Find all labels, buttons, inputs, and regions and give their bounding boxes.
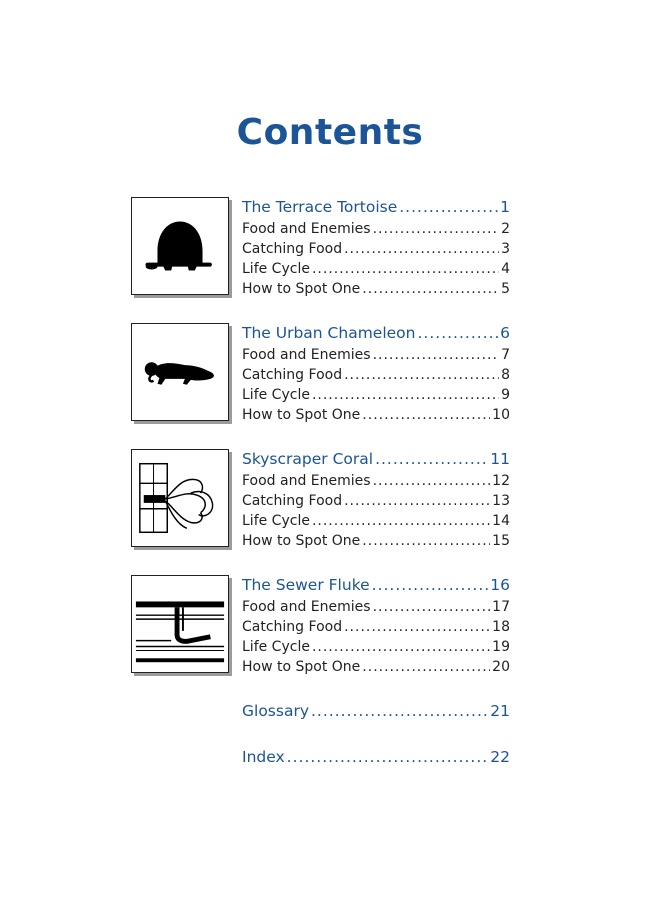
- toc-heading-index[interactable]: Index ..... 22: [242, 746, 510, 768]
- toc-item[interactable]: Catching Food ..... 8: [242, 365, 510, 385]
- toc-item[interactable]: Life Cycle ..... 4: [242, 259, 510, 279]
- toc-item[interactable]: How to Spot One ..... 15: [242, 531, 510, 551]
- toc-heading-coral[interactable]: Skyscraper Coral ..... 11: [242, 448, 510, 470]
- toc-heading-tortoise[interactable]: The Terrace Tortoise ..... 1: [242, 196, 510, 218]
- toc-item[interactable]: Food and Enemies ..... 12: [242, 471, 510, 491]
- toc-item[interactable]: Catching Food ..... 3: [242, 239, 510, 259]
- coral-window-icon: [131, 449, 229, 547]
- toc-glossary: [242, 700, 510, 723]
- toc-item[interactable]: How to Spot One ..... 10: [242, 405, 510, 425]
- toc-section-tortoise: [242, 196, 510, 299]
- toc-section-chameleon: [242, 322, 510, 425]
- toc-item[interactable]: Life Cycle ..... 9: [242, 385, 510, 405]
- toc-item[interactable]: Food and Enemies ..... 17: [242, 597, 510, 617]
- toc-section-fluke: [242, 574, 510, 677]
- toc-heading-fluke[interactable]: The Sewer Fluke ..... 16: [242, 574, 510, 596]
- toc-item[interactable]: Life Cycle ..... 14: [242, 511, 510, 531]
- toc-item[interactable]: How to Spot One ..... 5: [242, 279, 510, 299]
- toc-heading-glossary[interactable]: Glossary ..... 21: [242, 700, 510, 722]
- tortoise-silhouette-icon: [131, 197, 229, 295]
- toc-index: [242, 746, 510, 769]
- toc-item[interactable]: Catching Food ..... 13: [242, 491, 510, 511]
- page-title: Contents: [236, 112, 424, 153]
- toc-item[interactable]: Food and Enemies ..... 2: [242, 219, 510, 239]
- chameleon-silhouette-icon: [131, 323, 229, 421]
- toc-item[interactable]: Life Cycle ..... 19: [242, 637, 510, 657]
- toc-item[interactable]: Food and Enemies ..... 7: [242, 345, 510, 365]
- toc-heading-chameleon[interactable]: The Urban Chameleon ..... 6: [242, 322, 510, 344]
- sewer-pipes-icon: [131, 575, 229, 673]
- toc-item[interactable]: How to Spot One ..... 20: [242, 657, 510, 677]
- toc-section-coral: [242, 448, 510, 551]
- toc-item[interactable]: Catching Food ..... 18: [242, 617, 510, 637]
